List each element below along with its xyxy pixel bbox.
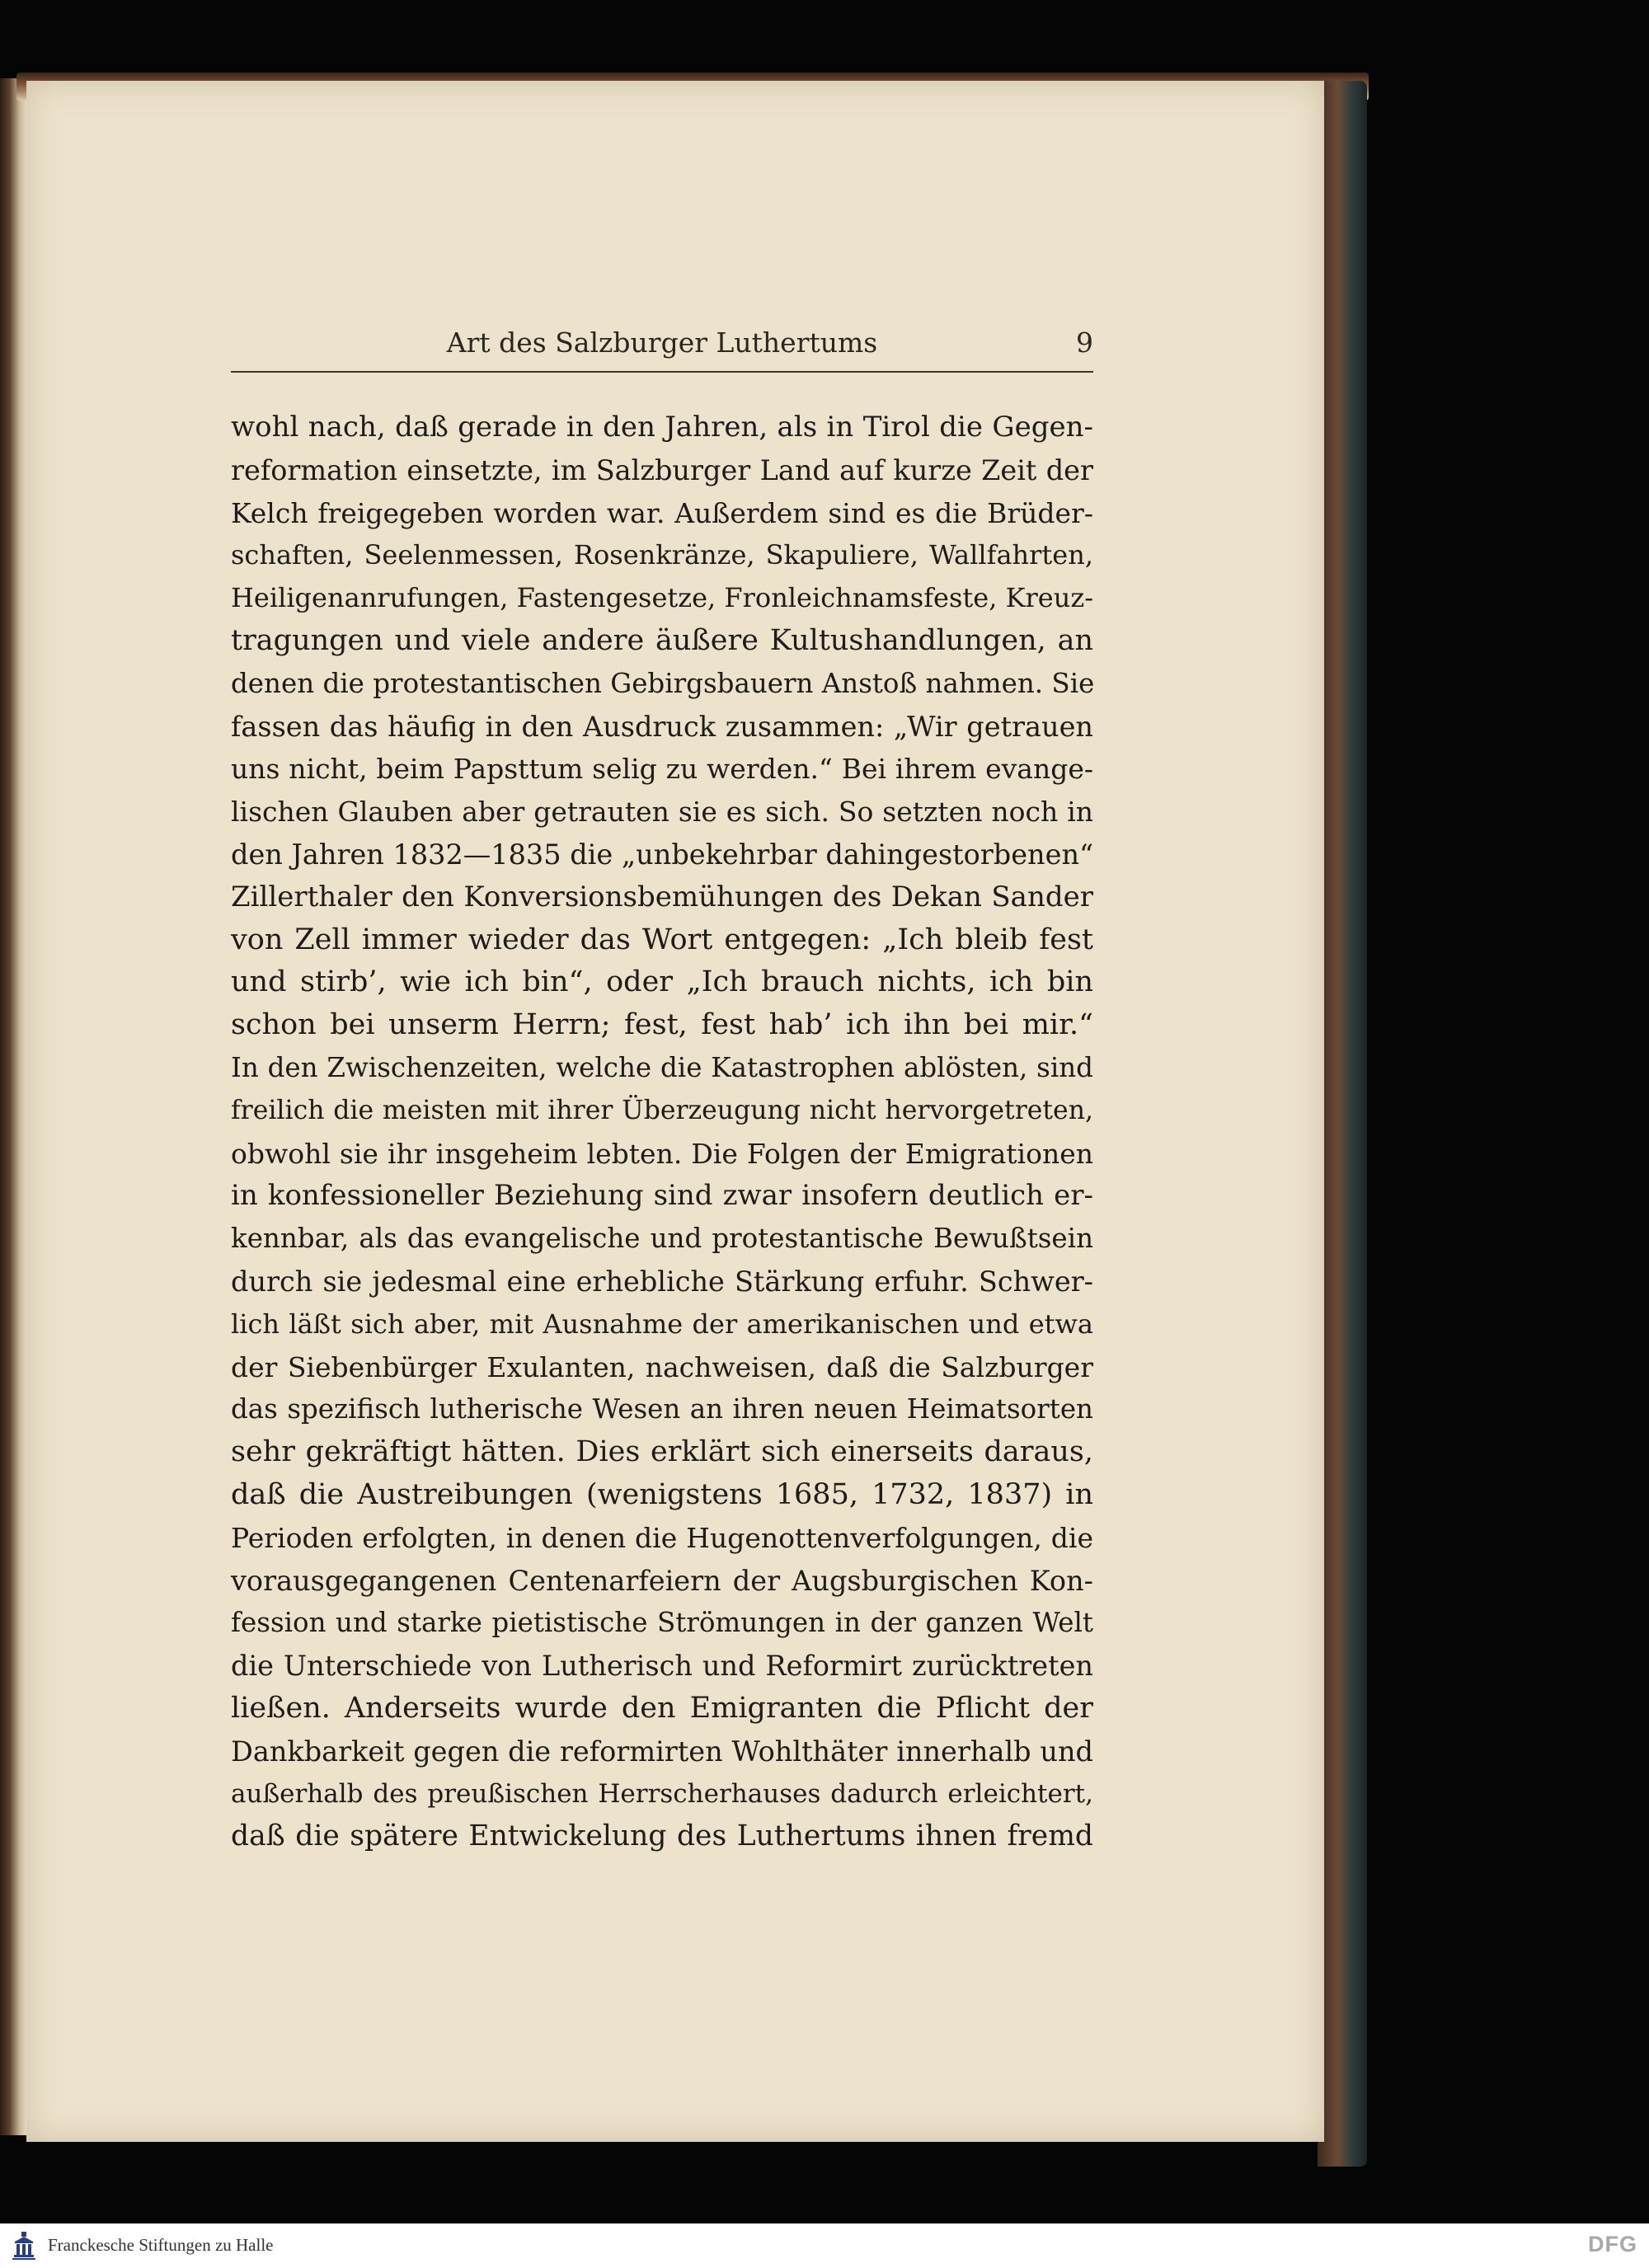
text-line: lich läßt sich aber, mit Ausnahme der amerikanischen und etwa — [231, 1308, 1093, 1340]
text-line: von Zell immer wieder das Wort entgegen: „Ich bleib fest — [231, 923, 1093, 956]
text-line: wohl nach, daß gerade in den Jahren, als in Tirol die Gegen- — [231, 411, 1093, 444]
page-header — [231, 322, 1093, 373]
text-line: kennbar, als das evangelische und protestantische Bewußtsein — [231, 1223, 1093, 1255]
text-line: uns nicht, beim Papsttum selig zu werden.“ Bei ihrem evange- — [231, 753, 1093, 786]
text-line: daß die Austreibungen (wenigstens 1685, 1732, 1837) in — [231, 1477, 1093, 1511]
text-line: durch sie jedesmal eine erhebliche Stärkung erfuhr. Schwer- — [231, 1265, 1093, 1298]
text-line: lischen Glauben aber getrauten sie es sich. So setzten noch in — [231, 796, 1093, 829]
text-line: Kelch freigegeben worden war. Außerdem sind es die Brüder- — [231, 496, 1093, 529]
text-line: Perioden erfolgten, in denen die Hugenottenverfolgungen, die — [231, 1521, 1093, 1554]
text-line: das spezifisch lutherische Wesen an ihren neuen Heimatsorten — [231, 1393, 1093, 1425]
text-line: außerhalb des preußischen Herrscherhauses dadurch erleichtert, — [231, 1778, 1093, 1809]
dfg-badge: DFG — [1588, 2232, 1637, 2256]
book-cover-edge — [1318, 81, 1367, 2167]
text-line: fession und starke pietistische Strömungen in der ganzen Welt — [231, 1607, 1093, 1639]
text-line: schon bei unserm Herrn; fest, fest hab’ ich ihn bei mir.“ — [231, 1008, 1093, 1042]
viewer-footer — [0, 2223, 1649, 2268]
text-line: daß die spätere Entwickelung des Luthertums ihnen fremd — [231, 1820, 1093, 1853]
text-line: obwohl sie ihr insgeheim lebten. Die Folgen der Emigrationen — [231, 1137, 1093, 1170]
text-line: den Jahren 1832—1835 die „unbekehrbar dahingestorbenen“ — [231, 838, 1094, 871]
running-head: Art des Salzburger Luthertums — [446, 326, 878, 359]
text-line: reformation einsetzte, im Salzburger Land auf kurze Zeit der — [231, 453, 1093, 486]
text-line: sehr gekräftigt hätten. Dies erklärt sich einerseits daraus, — [231, 1435, 1093, 1469]
institution-name: Franckesche Stiftungen zu Halle — [48, 2235, 274, 2255]
text-line: vorausgegangenen Centenarfeiern der Augsburgischen Kon- — [231, 1564, 1093, 1597]
text-line: fassen das häufig in den Ausdruck zusammen: „Wir getrauen — [231, 710, 1093, 743]
text-line: tragungen und viele andere äußere Kultushandlungen, an — [231, 623, 1093, 657]
text-line: in konfessioneller Beziehung sind zwar insofern deutlich er- — [231, 1179, 1093, 1213]
body-text — [231, 406, 1093, 1858]
book-spine — [0, 78, 26, 2135]
text-line: In den Zwischenzeiten, welche die Katastrophen ablösten, sind — [231, 1051, 1093, 1083]
page-number: 9 — [1076, 326, 1093, 359]
text-line: schaften, Seelenmessen, Rosenkränze, Skapuliere, Wallfahrten, — [231, 539, 1093, 571]
text-line: freilich die meisten mit ihrer Überzeugung nicht hervorgetreten, — [231, 1095, 1093, 1125]
text-line: Zillerthaler den Konversionsbemühungen des Dekan Sander — [231, 880, 1093, 913]
text-line: die Unterschiede von Lutherisch und Reformirt zurücktreten — [231, 1650, 1093, 1683]
text-line: der Siebenbürger Exulanten, nachweisen, daß die Salzburger — [231, 1350, 1093, 1383]
text-line: und stirb’, wie ich bin“, oder „Ich brauch nichts, ich bin — [231, 965, 1093, 999]
institution-logo-icon — [7, 2228, 41, 2263]
text-line: Dankbarkeit gegen die reformirten Wohlthäter innerhalb und — [231, 1735, 1093, 1768]
text-line: ließen. Anderseits wurde den Emigranten die Pflicht der — [231, 1691, 1093, 1725]
text-line: Heiligenanrufungen, Fastengesetze, Fronleichnamsfeste, Kreuz- — [231, 582, 1093, 614]
text-line: denen die protestantischen Gebirgsbauern Anstoß nahmen. Sie — [231, 667, 1095, 699]
